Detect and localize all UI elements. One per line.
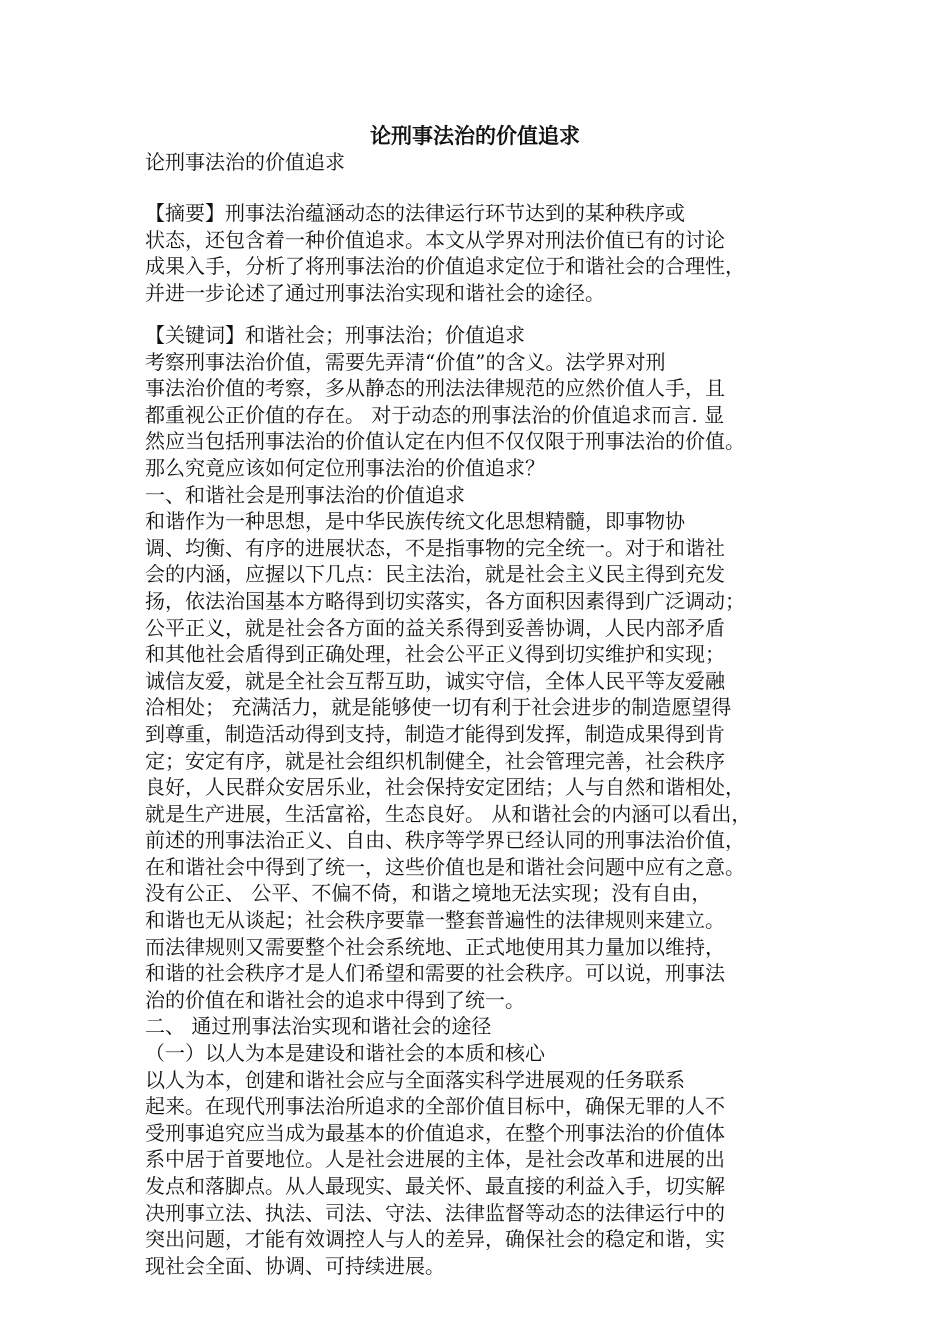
document-subtitle: 论刑事法治的价值追求: [145, 150, 345, 174]
abstract-paragraph: 【摘要】刑事法治蕴涵动态的法律运行环节达到的某种秩序或 状态，还包含着一种价值追求。本文从学界对刑法价值已有的讨论 成果入手，分析了将刑事法治的价值追求定位于和谐社会的合理性， 并进一步论述了通过刑事法治实现和谐社会的途径。: [145, 201, 745, 305]
document-title: 论刑事法治的价值追求: [370, 124, 580, 148]
body-text: 【关键词】和谐社会；刑事法治；价值追求 考察刑事法治价值，需要先弄清“价值”的含义。法学界对刑 事法治价值的考察，多从静态的刑法法律规范的应然价值人手，且 都重视公正价值的存在。 对于动态的刑事法治的价值追求而言. 显 然应当包括刑事法治的价值认定在内但不仅仅限于刑事法治的价值。 那么究竟应该如何定位刑事法治的价值追求？ 一、和谐社会是刑事法治的价值追求 和谐作为一种思想，是中华民族传统文化思想精髓，即事物协 调、均衡、有序的进展状态，不是指事物的完全统一。对于和谐社 会的内涵，应握以下几点：民主法治，就是社会主义民主得到充发 扬，依法治国基本方略得到切实落实，各方面积因素得到广泛调动； 公平正义，就是社会各方面的益关系得到妥善协调，人民内部矛盾 和其他社会盾得到正确处理，社会公平正义得到切实维护和实现； 诚信友爱，就是全社会互帮互助，诚实守信，全体人民平等友爱融 洽相处； 充满活力，就是能够使一切有利于社会进步的制造愿望得 到尊重，制造活动得到支持，制造才能得到发挥，制造成果得到肯 定；安定有序，就是社会组织机制健全，社会管理完善，社会秩序 良好，人民群众安居乐业，社会保持安定团结；人与自然和谐相处， 就是生产进展，生活富裕，生态良好。 从和谐社会的内涵可以看出， 前述的刑事法治正义、自由、秩序等学界已经认同的刑事法治价值， 在和谐社会中得到了统一，这些价值也是和谐社会问题中应有之意。 没有公正、 公平、不偏不倚，和谐之境地无法实现；没有自由， 和谐也无从谈起；社会秩序要靠一整套普遍性的法律规则来建立。 而法律规则又需要整个社会系统地、正式地使用其力量加以维持， 和谐的社会秩序才是人们希望和需要的社会秩序。可以说，刑事法 治的价值在和谐社会的追求中得到了统一。 二、 通过刑事法治实现和谐社会的途径 （一）以人为本是建设和谐社会的本质和核心 以人为本，创建和谐社会应与全面落实科学进展观的任务联系 起来。在现代刑事法治所追求的全部价值目标中，确保无罪的人不 受刑事追究应当成为最基本的价值追求，在整个刑事法治的价值体 系中居于首要地位。人是社会进展的主体，是社会改革和进展的出 发点和落脚点。从人最现实、最关怀、最直接的利益入手，切实解 决刑事立法、执法、司法、守法、法律监督等动态的法律运行中的 突出问题，才能有效调控人与人的差异，确保社会的稳定和谐，实 现社会全面、协调、可持续进展。: [145, 323, 752, 1278]
